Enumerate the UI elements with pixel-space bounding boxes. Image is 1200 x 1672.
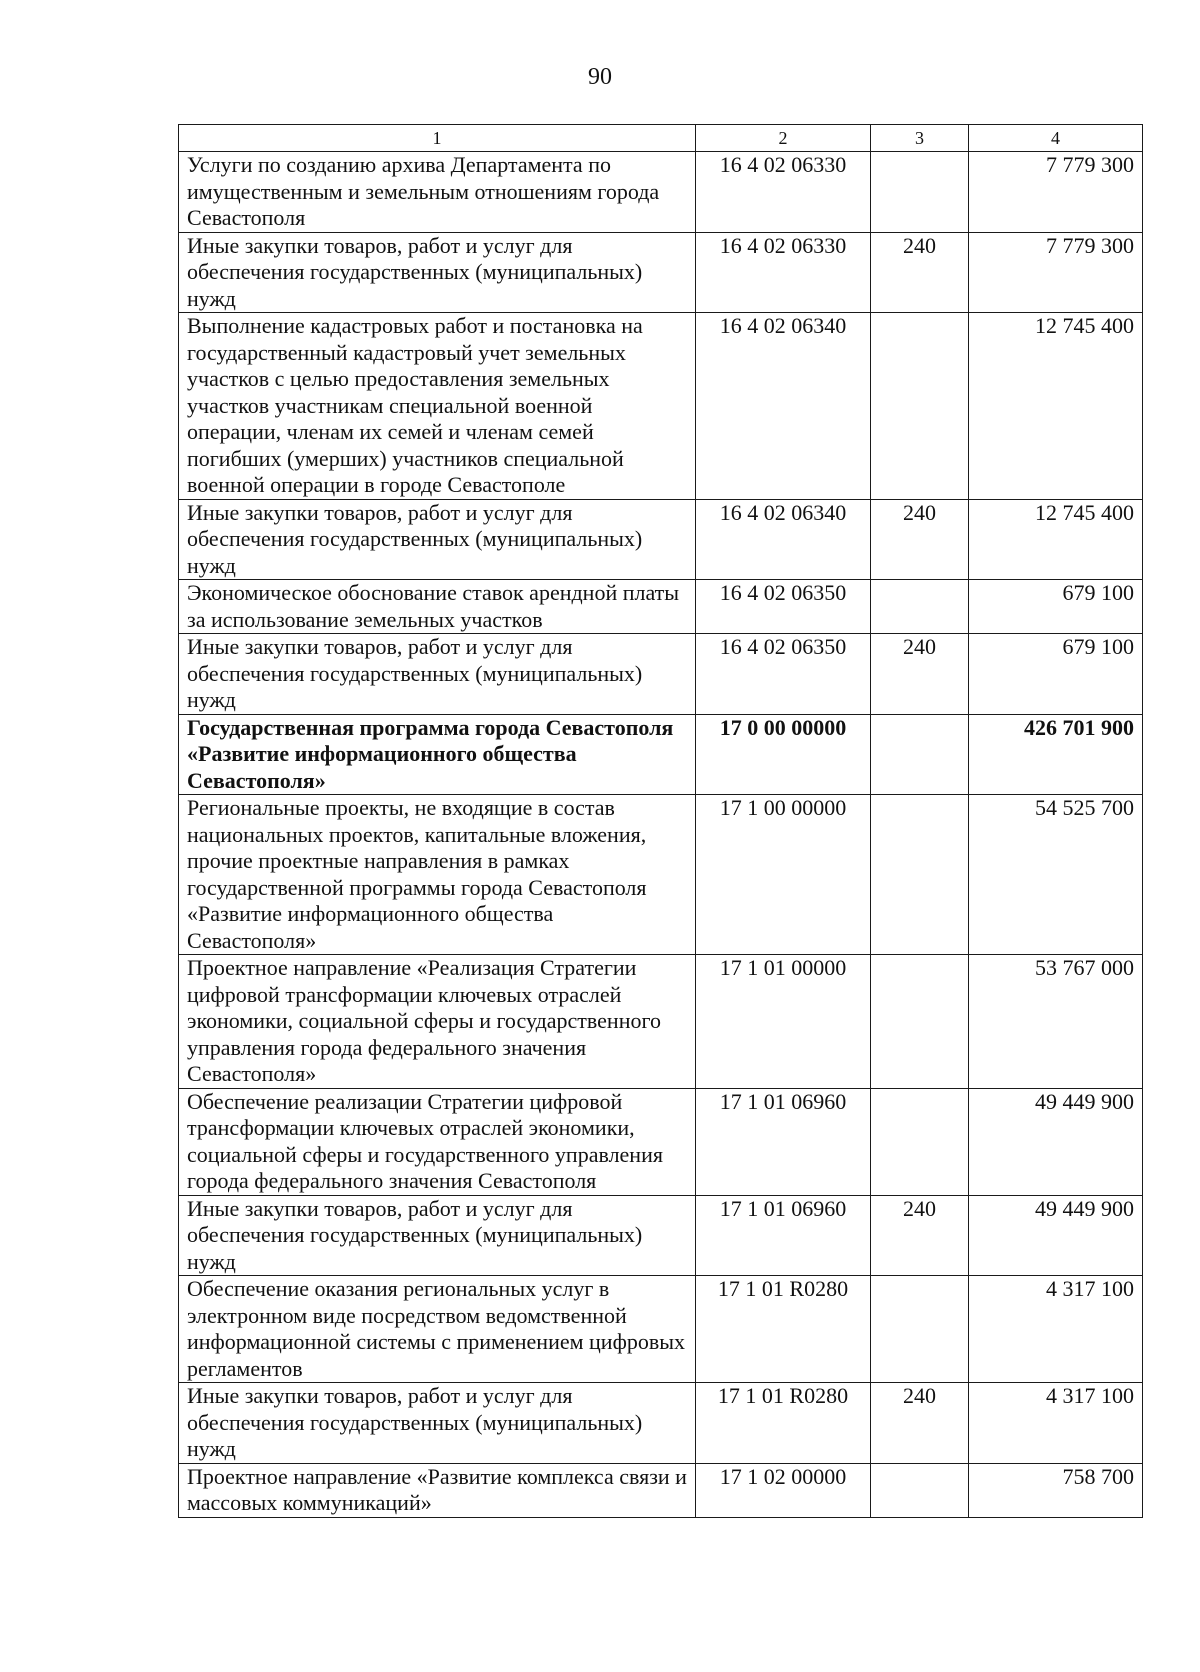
row-code: 17 1 02 00000: [696, 1463, 871, 1517]
row-amount: 49 449 900: [969, 1088, 1143, 1195]
row-expense-type: [871, 955, 969, 1089]
row-expense-type: [871, 1463, 969, 1517]
table-row: [179, 152, 1143, 233]
page-number: 90: [588, 64, 612, 90]
row-name: Иные закупки товаров, работ и услуг для обеспечения государственных (муниципальных) нужд: [179, 499, 696, 580]
row-name: Услуги по созданию архива Департамента по имущественным и земельным отношениям города Севастополя: [179, 152, 696, 233]
row-name: Проектное направление «Реализация Стратегии цифровой трансформации ключевых отраслей экономики, социальной сферы и государственного управления города федерального значения Севастополя»: [179, 955, 696, 1089]
row-expense-type: [871, 1276, 969, 1383]
row-code: 16 4 02 06330: [696, 232, 871, 313]
header-col-4: 4: [969, 125, 1143, 152]
row-amount: 12 745 400: [969, 499, 1143, 580]
row-amount: 426 701 900: [969, 714, 1143, 795]
row-expense-type: 240: [871, 499, 969, 580]
table-row: [179, 714, 1143, 795]
header-col-1: 1: [179, 125, 696, 152]
row-code: 17 1 01 R0280: [696, 1383, 871, 1464]
row-name: Иные закупки товаров, работ и услуг для обеспечения государственных (муниципальных) нужд: [179, 1383, 696, 1464]
header-col-2: 2: [696, 125, 871, 152]
table-body: [179, 152, 1143, 1518]
row-name: Проектное направление «Развитие комплекса связи и массовых коммуникаций»: [179, 1463, 696, 1517]
row-name: Иные закупки товаров, работ и услуг для обеспечения государственных (муниципальных) нужд: [179, 1195, 696, 1276]
table-header: [179, 125, 1143, 152]
table-row: [179, 795, 1143, 955]
row-code: 17 1 00 00000: [696, 795, 871, 955]
header-row: [179, 125, 1143, 152]
row-name: Региональные проекты, не входящие в состав национальных проектов, капитальные вложения, прочие проектные направления в рамках государственной программы города Севастополя «Развитие информационного общества Севастополя»: [179, 795, 696, 955]
row-expense-type: [871, 152, 969, 233]
row-amount: 679 100: [969, 634, 1143, 715]
row-code: 17 1 01 06960: [696, 1088, 871, 1195]
table-row: [179, 1463, 1143, 1517]
row-code: 16 4 02 06330: [696, 152, 871, 233]
row-name: Иные закупки товаров, работ и услуг для обеспечения государственных (муниципальных) нужд: [179, 634, 696, 715]
row-amount: 54 525 700: [969, 795, 1143, 955]
row-expense-type: 240: [871, 232, 969, 313]
row-expense-type: 240: [871, 634, 969, 715]
budget-table: [178, 124, 1143, 1518]
row-amount: 4 317 100: [969, 1383, 1143, 1464]
table-row: [179, 499, 1143, 580]
row-name: Обеспечение реализации Стратегии цифровой трансформации ключевых отраслей экономики, социальной сферы и государственного управления города федерального значения Севастополя: [179, 1088, 696, 1195]
header-col-3: 3: [871, 125, 969, 152]
row-amount: 12 745 400: [969, 313, 1143, 500]
row-code: 16 4 02 06340: [696, 313, 871, 500]
table-row: [179, 1088, 1143, 1195]
table-row: [179, 1276, 1143, 1383]
row-code: 17 1 01 06960: [696, 1195, 871, 1276]
row-expense-type: [871, 795, 969, 955]
row-expense-type: 240: [871, 1383, 969, 1464]
row-code: 16 4 02 06350: [696, 580, 871, 634]
row-code: 16 4 02 06350: [696, 634, 871, 715]
row-name: Обеспечение оказания региональных услуг в электронном виде посредством ведомственной информационной системы с применением цифровых регламентов: [179, 1276, 696, 1383]
table-row: [179, 580, 1143, 634]
row-code: 17 1 01 R0280: [696, 1276, 871, 1383]
row-code: 17 0 00 00000: [696, 714, 871, 795]
row-name: Выполнение кадастровых работ и постановка на государственный кадастровый учет земельных участков с целью предоставления земельных участков участникам специальной военной операции, членам их семей и членам семей погибших (умерших) участников специальной военной операции в городе Севастополе: [179, 313, 696, 500]
row-amount: 7 779 300: [969, 232, 1143, 313]
row-amount: 758 700: [969, 1463, 1143, 1517]
row-amount: 49 449 900: [969, 1195, 1143, 1276]
row-expense-type: [871, 580, 969, 634]
row-amount: 53 767 000: [969, 955, 1143, 1089]
row-amount: 4 317 100: [969, 1276, 1143, 1383]
row-expense-type: [871, 313, 969, 500]
row-expense-type: [871, 714, 969, 795]
table-row: [179, 955, 1143, 1089]
row-amount: 7 779 300: [969, 152, 1143, 233]
row-name: Экономическое обоснование ставок арендной платы за использование земельных участков: [179, 580, 696, 634]
row-expense-type: 240: [871, 1195, 969, 1276]
table-row: [179, 634, 1143, 715]
table-row: [179, 232, 1143, 313]
table-row: [179, 1383, 1143, 1464]
row-code: 17 1 01 00000: [696, 955, 871, 1089]
row-name: Иные закупки товаров, работ и услуг для обеспечения государственных (муниципальных) нужд: [179, 232, 696, 313]
table-row: [179, 313, 1143, 500]
row-expense-type: [871, 1088, 969, 1195]
row-name: Государственная программа города Севастополя «Развитие информационного общества Севастополя»: [179, 714, 696, 795]
row-code: 16 4 02 06340: [696, 499, 871, 580]
table-row: [179, 1195, 1143, 1276]
row-amount: 679 100: [969, 580, 1143, 634]
